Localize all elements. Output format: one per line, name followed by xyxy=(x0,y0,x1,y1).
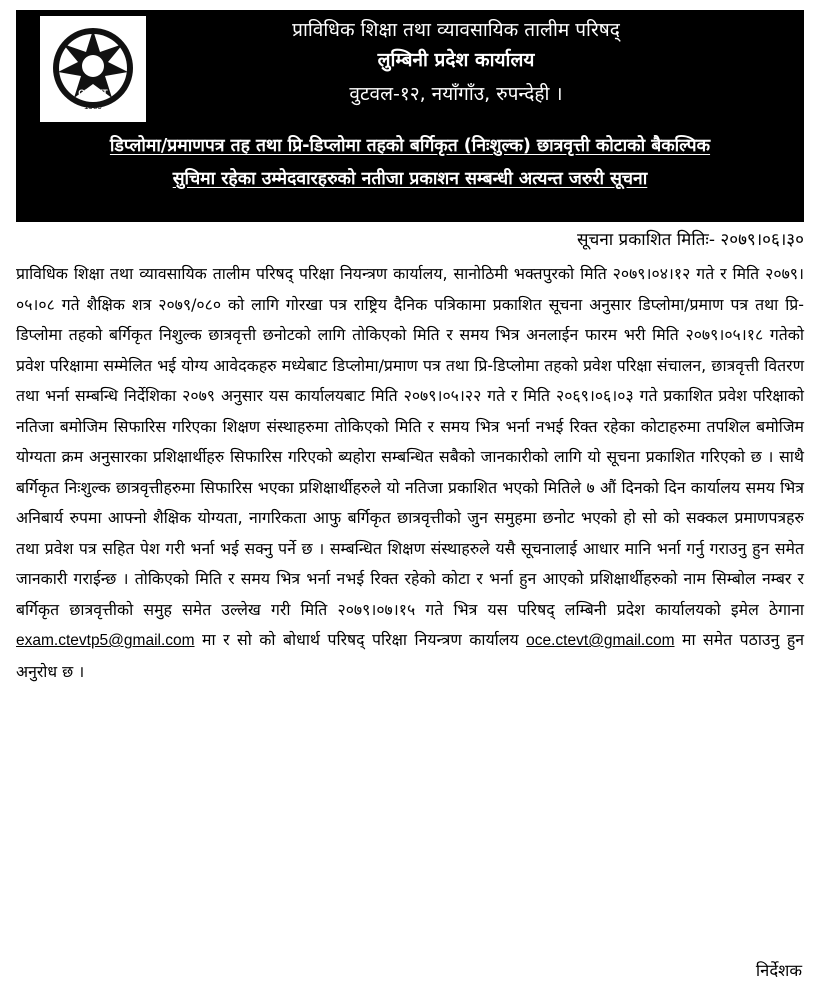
body-text-part-3: मा समेत पठाउनु हुन अनुरोध छ । xyxy=(16,630,804,681)
notice-header xyxy=(16,10,804,222)
body-text-part-2: मा र सो को बोधार्थ परिषद् परिक्षा नियन्त्रण कार्यालय xyxy=(202,630,519,649)
signature-title: निर्देशक xyxy=(755,961,802,980)
headline-line-1: डिप्लोमा/प्रमाणपत्र तह तथा प्रि-डिप्लोमा तहको बर्गिकृत (निःशुल्क) छात्रवृत्ती कोटाको बैकल्पिक xyxy=(109,136,711,156)
office-address: वुटवल-१२, नयाँगाँउ, रुपन्देही । xyxy=(349,83,563,105)
email-link-exam-office[interactable]: oce.ctevt@gmail.com xyxy=(526,632,675,649)
organization-name: प्राविधिक शिक्षा तथा व्यावसायिक तालीम परिषद् xyxy=(292,19,620,41)
notice-body xyxy=(16,259,804,687)
notice-headline xyxy=(16,130,804,196)
office-name: लुम्बिनी प्रदेश कार्यालय xyxy=(377,49,535,71)
body-text-part-1: प्राविधिक शिक्षा तथा व्यावसायिक तालीम परिषद् परिक्षा नियन्त्रण कार्यालय, सानोठिमी भक्तपुरको मिति २०७९।०४।१२ गते र मिति २०७९।०५।०८ गते शैक्षिक शत्र २०७९/०८० को लागि गोरखा पत्र राष्ट्रिय दैनिक पत्रिकामा प्रकाशित सूचना अनुसार डिप्लोमा/प्रमाण पत्र तथा प्रि-डिप्लोमा तहको बर्गिकृत निशुल्क छात्रवृत्ती छनोटको लागि तोकिएको मिति र समय भित्र अनलाईन फारम भरी मिति २०७९।०५।१८ गतेको प्रवेश परिक्षामा सम्मेलित भई योग्य आवेदकहरु मध्येबाट डिप्लोमा/प्रमाण पत्र तथा प्रि-डिप्लोमा तहको प्रवेश परिक्षा संचालन, छात्रवृत्ती वितरण तथा भर्ना सम्बन्धि निर्देशिका २०७९ अनुसार यस कार्यालयबाट मिति २०७९।०५।२२ गते र मिति २०६९।०६।०३ गते प्रकाशित प्रवेश परिक्षाको नतिजा बमोजिम सिफारिस गरिएका शिक्षण संस्थाहरुमा तोकिएको मिति र समय भित्र भर्ना नभई रिक्त रहेका कोटाहरुमा तपशिल बमोजिम योग्यता क्रम अनुसारका प्रशिक्षार्थीहरु सिफारिस गरिएको ब्यहोरा सम्बन्धित सबैको जानकारीको लागि यो सूचना प्रकाशित गरिएको छ । साथै बर्गिकृत निःशुल्क छात्रवृत्तीहरुमा सिफारिस भएका प्रशिक्षार्थीहरुले यो नतिजा प्रकाशित भएको मितिले ७ औं दिनको दिन कार्यालय समय भित्र अनिबार्य रुपमा आफ्नो शैक्षिक योग्यता, नागरिकता आफु बर्गिकृत छात्रवृत्तीको जुन समुहमा छनोट भएको हो सो को सक्कल प्रमाणपत्रहरु तथा प्रवेश पत्र सहित पेश गरी भर्ना भई सक्नु पर्ने छ । सम्बन्धित शिक्षण संस्थाहरुले यसै सूचनालाई आधार मानि भर्ना गर्नु गराउनु हुन समेत जानकारी गराईन्छ । तोकिएको मिति र समय भित्र भर्ना नभई रिक्त रहेको कोटा र भर्ना हुन आएको प्रशिक्षार्थीहरुको नाम सिम्बोल नम्बर र बर्गिकृत छात्रवृत्तीको समुह समेत उल्लेख गरी मिति २०७९।०७।१५ गते भित्र यस परिषद् लम्बिनी प्रदेश कार्यालयको इमेल ठेगाना xyxy=(16,264,804,619)
publish-date: सूचना प्रकाशित मितिः- २०७९।०६।३० xyxy=(577,230,804,250)
email-link-provincial[interactable]: exam.ctevtp5@gmail.com xyxy=(16,632,195,649)
ctevt-logo-emblem xyxy=(40,16,146,122)
ctevt-logo xyxy=(40,16,146,122)
logo-text: CTEVT xyxy=(78,88,108,98)
headline-line-2: सुचिमा रहेका उम्मेदवारहरुको नतीजा प्रकाशन सम्बन्धी अत्यन्त जरुरी सूचना xyxy=(172,169,648,189)
logo-year: 1989 xyxy=(84,102,102,111)
